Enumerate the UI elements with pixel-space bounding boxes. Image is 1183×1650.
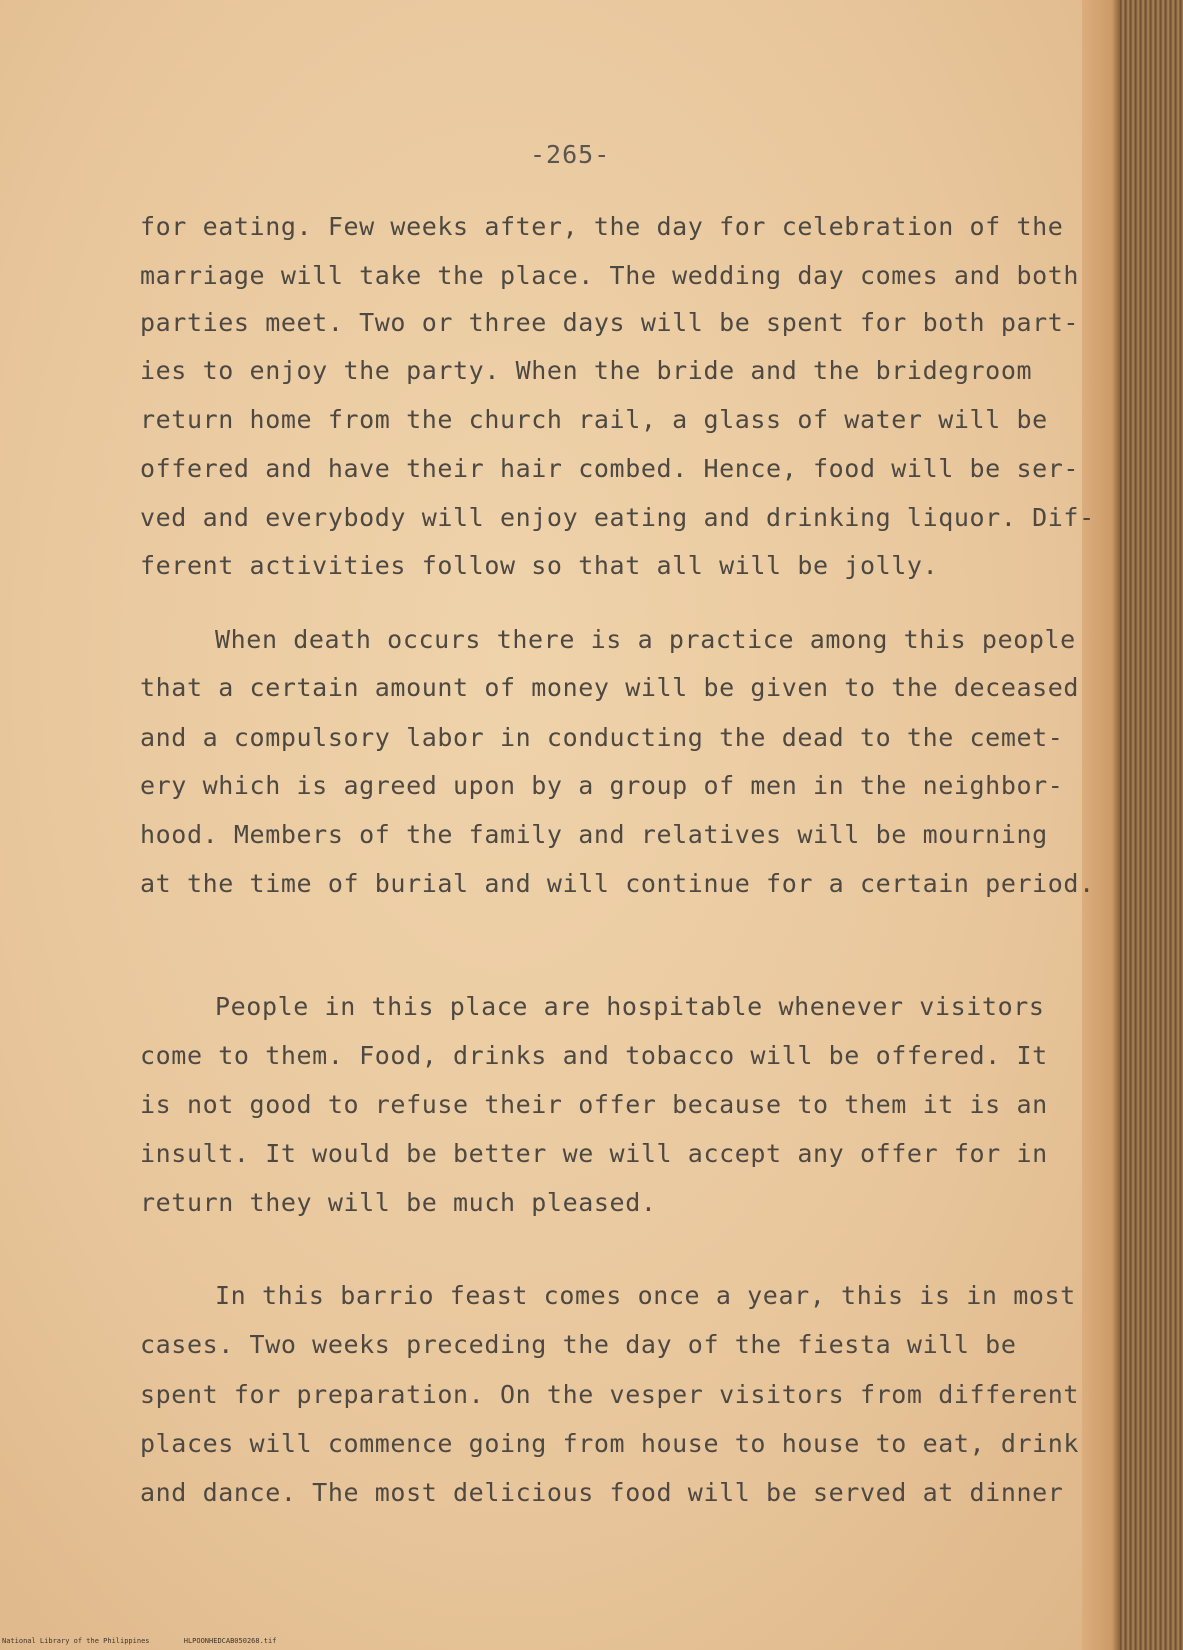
text-line: hood. Members of the family and relatives will be mourning — [140, 820, 1048, 849]
text-line: for eating. Few weeks after, the day for celebration of the — [140, 212, 1064, 241]
scan-footer — [2, 1637, 276, 1645]
text-line: ferent activities follow so that all will be jolly. — [140, 551, 939, 580]
text-line: insult. It would be better we will accept any offer for in — [140, 1139, 1048, 1168]
text-line: spent for preparation. On the vesper visitors from different — [140, 1380, 1080, 1409]
text-line: and dance. The most delicious food will be served at dinner — [140, 1478, 1064, 1507]
page-number: -265- — [530, 140, 611, 169]
text-line: offered and have their hair combed. Hence, food will be ser- — [140, 454, 1080, 483]
text-line: In this barrio feast comes once a year, this is in most — [215, 1281, 1076, 1310]
text-line: parties meet. Two or three days will be spent for both part- — [140, 308, 1080, 337]
text-line: ved and everybody will enjoy eating and drinking liquor. Dif- — [140, 503, 1095, 532]
text-line: return home from the church rail, a glass of water will be — [140, 405, 1048, 434]
text-line: at the time of burial and will continue for a certain period. — [140, 869, 1095, 898]
file-name: HLPOONHEDCAB050268.tif — [183, 1637, 277, 1645]
text-line: marriage will take the place. The wedding day comes and both — [140, 261, 1080, 290]
text-line: return they will be much pleased. — [140, 1188, 657, 1217]
library-credit: National Library of the Philippines — [2, 1637, 150, 1645]
text-line: places will commence going from house to house to eat, drink — [140, 1429, 1080, 1458]
text-line: When death occurs there is a practice among this people — [215, 625, 1076, 654]
text-line: cases. Two weeks preceding the day of the fiesta will be — [140, 1330, 1017, 1359]
book-spine — [1120, 0, 1183, 1650]
text-line: People in this place are hospitable whenever visitors — [215, 992, 1045, 1021]
text-line: ies to enjoy the party. When the bride and the bridegroom — [140, 356, 1033, 385]
text-line: ery which is agreed upon by a group of men in the neighbor- — [140, 771, 1064, 800]
text-line: come to them. Food, drinks and tobacco will be offered. It — [140, 1041, 1048, 1070]
text-line: that a certain amount of money will be given to the deceased — [140, 673, 1080, 702]
text-line: and a compulsory labor in conducting the dead to the cemet- — [140, 723, 1064, 752]
text-line: is not good to refuse their offer because to them it is an — [140, 1090, 1048, 1119]
